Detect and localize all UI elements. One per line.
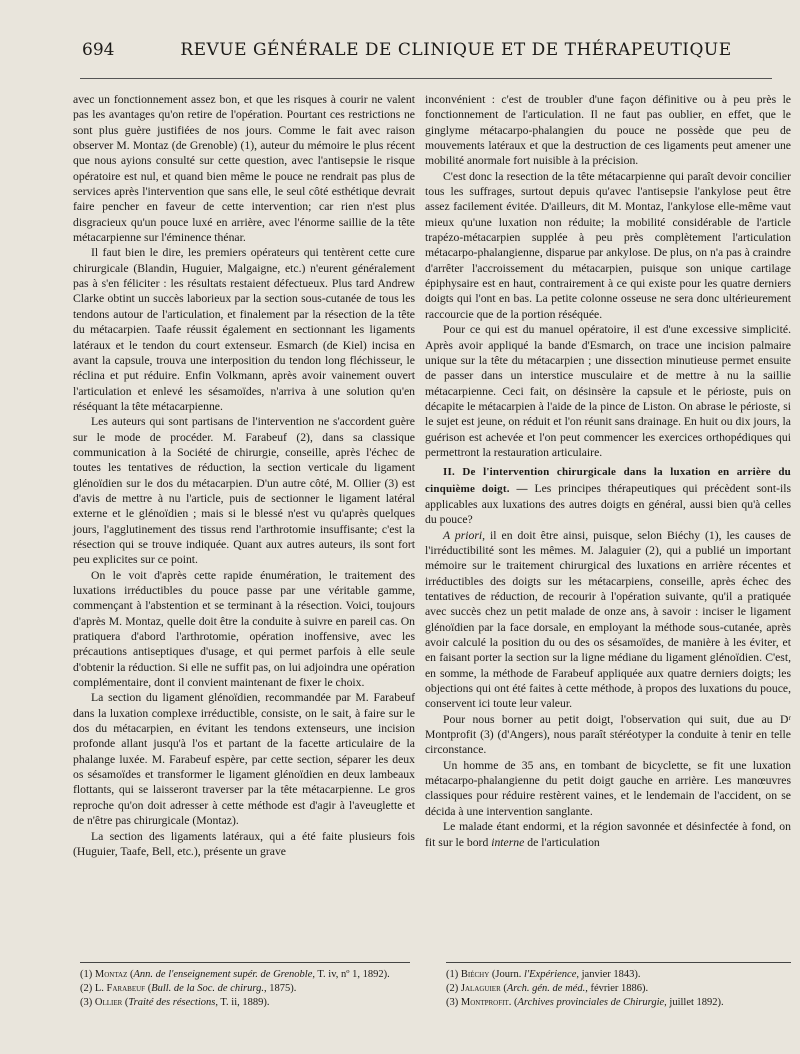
footnote: [80, 968, 410, 982]
paragraph: C'est donc la resection de la tête métacarpienne qui paraît devoir concilier tous les suffrages, surtout depuis qu'avec l'antisepsie l'ankylose peut être assez facilement évitée. D'ailleurs, dit M. Montaz, l'ankylose elle-même vaut mieux qu'une luxation non réduite; la mobilité considérable de l'article trapézo-métacarpien supplée à peu près complètement l'articulation métacarpo-phalangienne, disparue par ankylose. De plus, on n'a pas à craindre d'arrêter l'accroissement du métacarpien, puisque son unique cartilage épiphysaire est en haut, contrairement à ce qui existe pour les quatre derniers doigts qui l'ont en bas. La petite colonne osseuse ne sera donc ultérieurement raccourcie que de la portion réséquée.: [425, 169, 791, 321]
footnote-text: , janvier 1843).: [576, 969, 641, 980]
footnote-rule-right: [446, 962, 791, 963]
footnote-number: (2): [80, 983, 95, 994]
footnote: [446, 968, 791, 982]
footnote-number: (1): [80, 969, 95, 980]
footnote-author: Montprofit: [460, 997, 509, 1008]
paragraph: Il faut bien le dire, les premiers opérateurs qui tentèrent cette cure chirurgicale (Blandin, Huguier, Malgaigne, etc.) n'eurent généralement pas à s'en féliciter : les résultats restaient défectueux. Plus tard Andrew Clarke obtint un succès laborieux par la section sous-cutanée de tous les tendons autour de l'articulation, et finalement par la résection de la tête du métacarpien. Taafe réussit également en sectionnant les ligaments latéraux et le tendon du court extenseur. Esmarch (de Kiel) incisa en avant la capsule, trouva une interposition du tendon long fléchisseur, le réclina et put réduire. Enfin Volkmann, après avoir vainement ouvert l'articulation et enlevé les sésamoïdes, n'arriva à une solution qu'en réséquant la tête métacarpienne.: [73, 246, 415, 413]
footnote-author: Montaz: [94, 969, 128, 980]
apriori-italic: A priori: [443, 528, 483, 542]
paragraph: On le voit d'après cette rapide énumération, le traitement des luxations irréductibles du pouce passe par une véritable gamme, commençant à l'abstention et se terminant à la résection. Voici, toujours d'après M. Montaz, quelle doit être la conduite à suivre en pareil cas. On pratiquera d'abord l'arthrotomie, opération inoffensive, avec les précautions antiseptiques d'usage, et qui permet parfois à elle seule d'obtenir la réduction. Si elle ne suffit pas, on lui adjoindra une opération complémentaire, dont il convient maintenant de fixer le choix.: [73, 568, 415, 690]
footnote-author: Jalaguier: [460, 983, 501, 994]
footnote-text: (: [500, 983, 507, 994]
footnote-number: (3): [446, 997, 461, 1008]
footnote-rule-left: [80, 962, 410, 963]
paragraph: [425, 819, 791, 850]
footnote-source: l'Expérience: [523, 969, 577, 980]
footnote-text: . (: [508, 997, 518, 1008]
section-text: Les principes thérapeutiques qui précèdent sont-ils applicables aux luxations des autres doigts en général, aussi bien qu'à celles du pouce?: [425, 481, 792, 527]
running-title: REVUE GÉNÉRALE DE CLINIQUE ET DE THÉRAPEUTIQUE: [180, 40, 732, 60]
footnote-text: (: [127, 969, 134, 980]
section-paragraph: [425, 464, 791, 527]
footnote-text: (Journ.: [489, 969, 524, 980]
footnote: [446, 996, 791, 1010]
footnote-source: Traité des résections: [128, 997, 216, 1008]
footnote: [80, 982, 410, 996]
right-column: [425, 92, 791, 850]
paragraph: avec un fonctionnement assez bon, et que les risques à courir ne valent pas les avantages qu'on retire de l'opération. Pourtant ces restrictions ne sont plus guère justifiées de nos jours. Comme le fait avec raison observer M. Montaz (de Grenoble) (1), auteur du mémoire le plus récent que nous ayions consulté sur cette question, avec l'antisepsie le risque opératoire est nul, et quand bien même le pouce ne rendrait pas plus de services après l'intervention que sans elle, le seul côté esthétique devrait faire pencher en faveur de cette intervention; car rien n'est plus disgracieux qu'un pouce luxé en arrière, avec l'énorme saillie de la tête métacarpienne sur l'éminence thénar.: [73, 93, 415, 245]
footnote-source: Arch. gén. de méd.: [506, 983, 586, 994]
footnote-text: , juillet 1892).: [664, 997, 724, 1008]
footnote-number: (3): [80, 997, 95, 1008]
paragraph: Pour ce qui est du manuel opératoire, il est d'une excessive simplicité. Après avoir appliqué la bande d'Esmarch, on trace une incision palmaire unique sur la tête du métacarpien ; une dissection minutieuse permet ensuite de passer dans un interstice musculaire et de mettre à nu la saillie métacarpienne. Ceci fait, on désinsère la capsule et le périoste, puis on décapite le métacarpien à l'aide de la pince de Liston. On abrase le périoste, si le sujet est jeune, on réduit et l'on réunit sans drainage. En huit ou dix jours, la guérison est achevée et l'on peut commencer les exercices orthopédiques qui permettront la restauration articulaire.: [425, 323, 791, 459]
paragraph: Pour nous borner au petit doigt, l'observation qui suit, due au Dʳ Montprofit (3) (d'Angers), nous paraît stéréotyper la conduite à tenir en telle circonstance.: [425, 712, 791, 757]
paragraph: La section des ligaments latéraux, qui a été faite plusieurs fois (Huguier, Taafe, Bell, etc.), présente un grave: [73, 829, 415, 858]
page-number: 694: [82, 40, 115, 60]
footnotes-left: [80, 968, 410, 1010]
paragraph: inconvénient : c'est de troubler d'une façon définitive ou à peu près le fonctionnement de l'articulation. Il ne faut pas oublier, en effet, que le ginglyme métacarpo-phalangien du pouce ne possède que peu de mouvements latéraux et que la destruction de ces ligaments peut amener une mobilité anormale fort nuisible à la précision.: [425, 93, 791, 168]
paragraph: [425, 528, 791, 712]
paragraph: Les auteurs qui sont partisans de l'intervention ne s'accordent guère sur le mode de procéder. M. Farabeuf (2), dans sa classique communication à la Société de chirurgie, conseille, après l'échec de toutes les tentatives de réduction, la section verticale du ligament glénoïdien sur le dos du métacarpien. D'un autre côté, M. Ollier (3) est d'avis de mettre à nu l'article, puis de sectionner le ligament latéral externe et le glénoïdien ; mais si le blessé n'est vu qu'après quelques jours, l'agglutinement des tissus rend l'arthrotomie insuffisante; c'est la résection qui se trouve indiquée. Quant aux autres auteurs, ils sont fort peu explicites sur ce point.: [73, 415, 415, 567]
page-header: [82, 40, 770, 70]
footnote-text: (: [122, 997, 129, 1008]
footnote-text: , T. ii, 1889).: [215, 997, 270, 1008]
footnotes-right: [446, 968, 791, 1010]
footnote-author: Biéchy: [460, 969, 490, 980]
footnote: [80, 996, 410, 1010]
section-heading: II. De l'intervention chirurgicale dans la luxation en arrière du cinquième doigt. —: [425, 466, 791, 495]
footnote-text: (: [145, 983, 152, 994]
footnote: [446, 982, 791, 996]
footnote-source: Bull. de la Soc. de chirurg.: [151, 983, 264, 994]
footnote-author: Ollier: [94, 997, 123, 1008]
footnote-text: , 1875).: [263, 983, 297, 994]
paragraph-text: , il en doit être ainsi, puisque, selon Biéchy (1), les causes de l'irréductibilité sont les mêmes. M. Jalaguier (2), qui a publié un important mémoire sur le traitement chirurgical des luxations en arrière récentes et irréductibles des doigts sur les métacarpiens, conseille, après échec des tentatives de réduction, de recourir à l'opération suivante, qu'il a pratiquée avec succès chez un petit malade de onze ans, à savoir : inciser le ligament glénoïdien par la face dorsale, en employant la méthode sous-cutanée, après avoir calculé la position du ou des os sésamoïdes, de manière à les éviter, et en faisant porter la section sur la ligne médiane du ligament glénoïdien. C'est, en somme, la méthode de Farabeuf appliquée aux quatre derniers doigts; les objections qui ont été faites à cette méthode, à propos des luxations du pouce, conservent ici toute leur valeur.: [425, 528, 791, 711]
paragraph: Un homme de 35 ans, en tombant de bicyclette, se fit une luxation métacarpo-phalangienne du petit doigt gauche en arrière. Les manœuvres classiques pour réduire restèrent vaines, et le lendemain de l'accident, on se décida à une intervention sanglante.: [425, 758, 791, 818]
italic-word: interne: [491, 835, 525, 849]
footnote-author: L. Farabeuf: [94, 983, 146, 994]
footnote-text: , février 1886).: [585, 983, 649, 994]
paragraph: La section du ligament glénoïdien, recommandée par M. Farabeuf dans la luxation complexe irréductible, consiste, on le sait, à faire sur le dos du métacarpien, en évitant les tendons extenseurs, une incision profonde allant jusqu'à l'os et partant de la facette articulaire de la phalange luxée. M. Farabeuf espère, par cette section, séparer les deux os sésamoïdes et transformer le ligament glénoïdien en deux lambeaux flottants, qui se laisseront traverser par la tête métacarpienne. Le gros reproche qu'on doit adresser à cette méthode est d'agir à l'aveuglette et de n'être pas chirurgicale (Montaz).: [73, 691, 415, 828]
left-column: [73, 92, 415, 859]
footnote-number: (2): [446, 983, 461, 994]
footnote-source: Ann. de l'enseignement supér. de Grenoble: [133, 969, 313, 980]
footnote-text: , T. iv, nº 1, 1892).: [312, 969, 390, 980]
footnote-source: Archives provinciales de Chirurgie: [517, 997, 665, 1008]
footnote-number: (1): [446, 969, 461, 980]
paragraph-text: Le malade étant endormi, et la région savonnée et désinfectée à fond, on fit sur le bord: [425, 820, 791, 849]
paragraph-text: de l'articulation: [524, 835, 600, 849]
header-rule: [80, 78, 772, 79]
